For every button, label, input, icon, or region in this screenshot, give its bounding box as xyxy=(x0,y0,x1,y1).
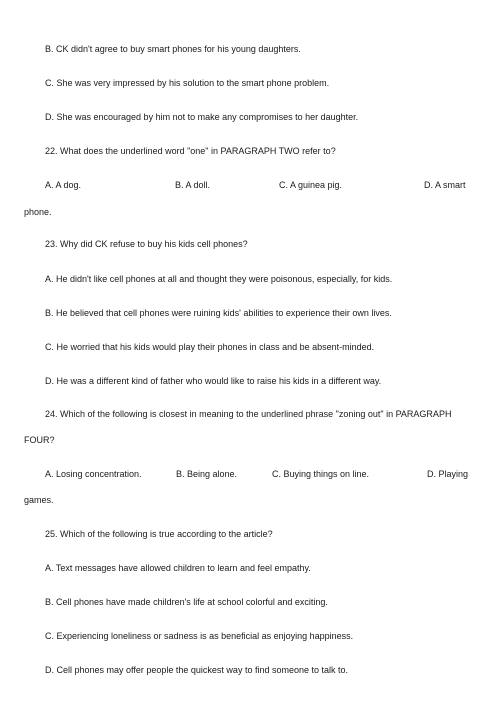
q21-option-d: D. She was encouraged by him not to make any compromises to her daughter. xyxy=(45,112,359,122)
q24-option-c: C. Buying things on line. xyxy=(272,469,370,479)
q24-option-d: D. Playing xyxy=(427,469,469,479)
q25-option-b: B. Cell phones have made children's life at school colorful and exciting. xyxy=(45,597,328,607)
q21-option-c: C. She was very impressed by his solution to the smart phone problem. xyxy=(45,78,330,88)
q22-option-a: A. A dog. xyxy=(45,180,82,190)
q25-option-d: D. Cell phones may offer people the quickest way to find someone to talk to. xyxy=(45,665,349,675)
q24-option-a: A. Losing concentration. xyxy=(45,469,142,479)
q22-option-c: C. A guinea pig. xyxy=(279,180,343,190)
q24-option-d-continued: games. xyxy=(24,495,54,505)
q24-question: 24. Which of the following is closest in meaning to the underlined phrase "zoning out" in PARAGRAPH xyxy=(45,409,452,419)
q22-option-b: B. A doll. xyxy=(175,180,211,190)
q23-option-a: A. He didn't like cell phones at all and thought they were poisonous, especially, for kids. xyxy=(45,274,393,284)
q24-question-continued: FOUR? xyxy=(24,435,55,445)
q21-option-b: B. CK didn't agree to buy smart phones for his young daughters. xyxy=(45,44,301,54)
q25-option-c: C. Experiencing loneliness or sadness is as beneficial as enjoying happiness. xyxy=(45,631,354,641)
q23-option-b: B. He believed that cell phones were ruining kids' abilities to experience their own lives. xyxy=(45,308,392,318)
q23-option-c: C. He worried that his kids would play their phones in class and be absent-minded. xyxy=(45,342,375,352)
q22-question: 22. What does the underlined word "one" in PARAGRAPH TWO refer to? xyxy=(45,146,336,156)
q23-question: 23. Why did CK refuse to buy his kids cell phones? xyxy=(45,239,248,249)
q24-option-b: B. Being alone. xyxy=(176,469,238,479)
q25-question: 25. Which of the following is true according to the article? xyxy=(45,529,273,539)
q23-option-d: D. He was a different kind of father who would like to raise his kids in a different way. xyxy=(45,376,382,386)
q22-option-d: D. A smart xyxy=(424,180,466,190)
q25-option-a: A. Text messages have allowed children to learn and feel empathy. xyxy=(45,563,311,573)
q22-option-d-continued: phone. xyxy=(24,207,52,217)
